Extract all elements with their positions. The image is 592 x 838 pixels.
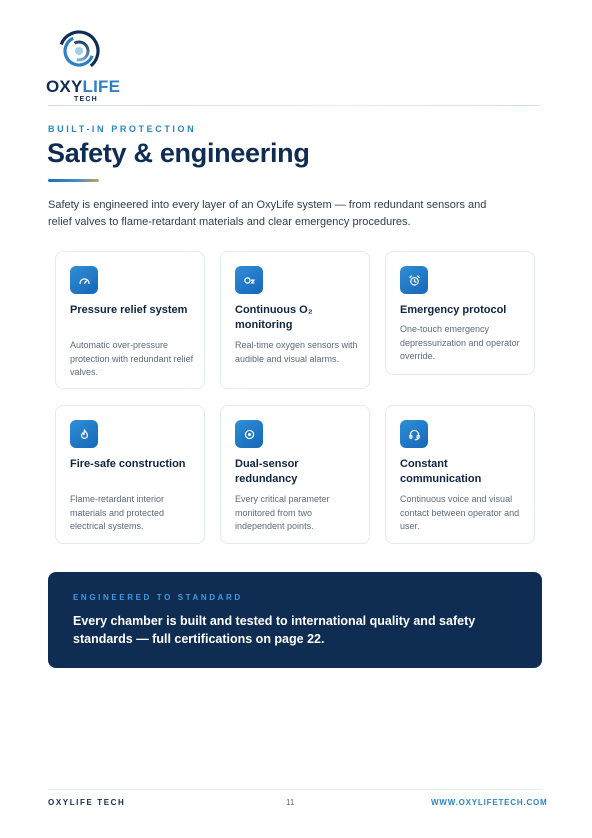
title-underline xyxy=(48,179,99,182)
feature-title: Dual-sensor redundancy xyxy=(235,458,299,485)
flame-icon xyxy=(70,420,98,448)
feature-title: Emergency protocol xyxy=(400,304,507,316)
feature-description: Real-time oxygen sensors with audible and visual alarms. xyxy=(235,340,358,364)
banner-eyebrow: ENGINEERED TO STANDARD xyxy=(73,593,243,602)
page-title: Safety & engineering xyxy=(47,138,310,168)
feature-card-dual-sensor xyxy=(220,405,370,544)
feature-title: Fire-safe construction xyxy=(70,458,186,470)
oxygen-icon xyxy=(235,266,263,294)
header-divider xyxy=(48,105,540,106)
feature-description: Flame-retardant interior materials and protected electrical systems. xyxy=(70,494,165,531)
banner-text: Every chamber is built and tested to international quality and safety standards — full certifications on page 22. xyxy=(73,614,476,646)
swirl-logo-icon xyxy=(58,30,100,72)
feature-description: One-touch emergency depressurization and operator override. xyxy=(400,324,520,361)
footer-brand: OXYLIFE TECH xyxy=(48,798,126,807)
brand-tagline: TECH xyxy=(74,96,98,103)
intro-paragraph: Safety is engineered into every layer of an OxyLife system — from redundant sensors and relief valves to flame-retardant materials and clear emergency procedures. xyxy=(48,199,487,228)
footer-divider xyxy=(48,789,542,790)
section-eyebrow: BUILT-IN PROTECTION xyxy=(48,124,197,134)
feature-title: Constant communication xyxy=(400,458,482,485)
gauge-icon xyxy=(70,266,98,294)
brand-name-life: LIFE xyxy=(82,77,121,96)
feature-card-o2-monitoring xyxy=(220,251,370,389)
feature-card-communication xyxy=(385,405,535,544)
feature-title: Pressure relief system xyxy=(70,304,188,316)
headset-icon xyxy=(400,420,428,448)
brand-wordmark xyxy=(46,77,120,97)
brand-name-oxy: OXY xyxy=(46,77,83,96)
feature-title: Continuous O₂ monitoring xyxy=(235,304,313,331)
feature-description: Automatic over-pressure protection with redundant relief valves. xyxy=(70,340,194,377)
alarm-clock-icon xyxy=(400,266,428,294)
feature-card-emergency xyxy=(385,251,535,375)
feature-description: Continuous voice and visual contact between operator and user. xyxy=(400,494,520,531)
footer-website-link[interactable]: WWW.OXYLIFETECH.COM xyxy=(431,798,548,807)
target-icon xyxy=(235,420,263,448)
feature-card-fire-safe xyxy=(55,405,205,544)
feature-card-pressure-relief xyxy=(55,251,205,389)
feature-description: Every critical parameter monitored from two independent points. xyxy=(235,494,330,531)
page-number: 11 xyxy=(286,798,295,807)
standards-banner xyxy=(48,572,542,668)
